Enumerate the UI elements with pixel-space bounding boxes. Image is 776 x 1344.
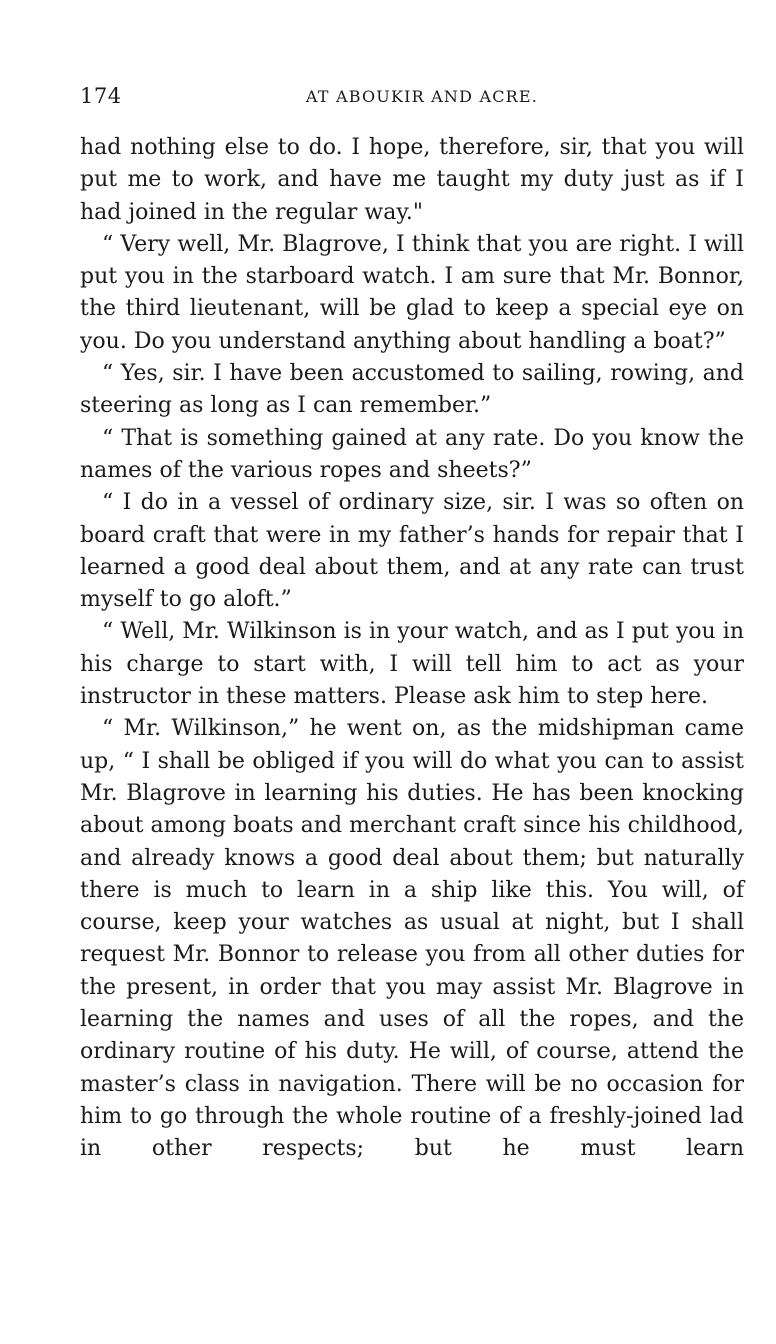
paragraph: “ I do in a vessel of ordinary size, sir. I was so often on board craft that were in my father’s hands for repair that I learned a good deal about them, and at any rate can trust myself to go aloft.”	[80, 490, 744, 613]
body-text	[80, 132, 744, 1166]
paragraph: “ Very well, Mr. Blagrove, I think that you are right. I will put you in the starboard watch. I am sure that Mr. Bonnor, the third lieutenant, will be glad to keep a special eye on you. Do you understand anything about handling a boat?”	[80, 231, 744, 354]
running-title: AT ABOUKIR AND ACRE.	[305, 87, 539, 106]
paragraph: “ Mr. Wilkinson,” he went on, as the midshipman came up, “ I shall be obliged if you will do what you can to assist Mr. Blagrove in learning his duties. He has been knocking about among boats and merchant craft since his childhood, and already knows a good deal about them; but naturally there is much to learn in a ship like this. You will, of course, keep your watches as usual at night, but I shall request Mr. Bonnor to release you from all other duties for the present, in order that you may assist Mr. Blagrove in learning the names and uses of all the ropes, and the ordinary routine of his duty. He will, of course, attend the master’s class in navigation. There will be no occasion for him to go through the whole routine of a freshly-joined lad in other respects; but he must learn	[80, 716, 744, 1162]
book-page	[80, 84, 744, 1166]
page-header	[80, 84, 744, 118]
paragraph: “ Yes, sir. I have been accustomed to sailing, rowing, and steering as long as I can remember.”	[80, 361, 744, 419]
paragraph: had nothing else to do. I hope, therefore, sir, that you will put me to work, and have me taught my duty just as if I had joined in the regular way."	[80, 135, 744, 225]
paragraph: “ Well, Mr. Wilkinson is in your watch, and as I put you in his charge to start with, I will tell him to act as your instructor in these matters. Please ask him to step here.	[80, 619, 744, 710]
page-number: 174	[80, 84, 122, 108]
paragraph: “ That is something gained at any rate. Do you know the names of the various ropes and sheets?”	[80, 425, 744, 483]
